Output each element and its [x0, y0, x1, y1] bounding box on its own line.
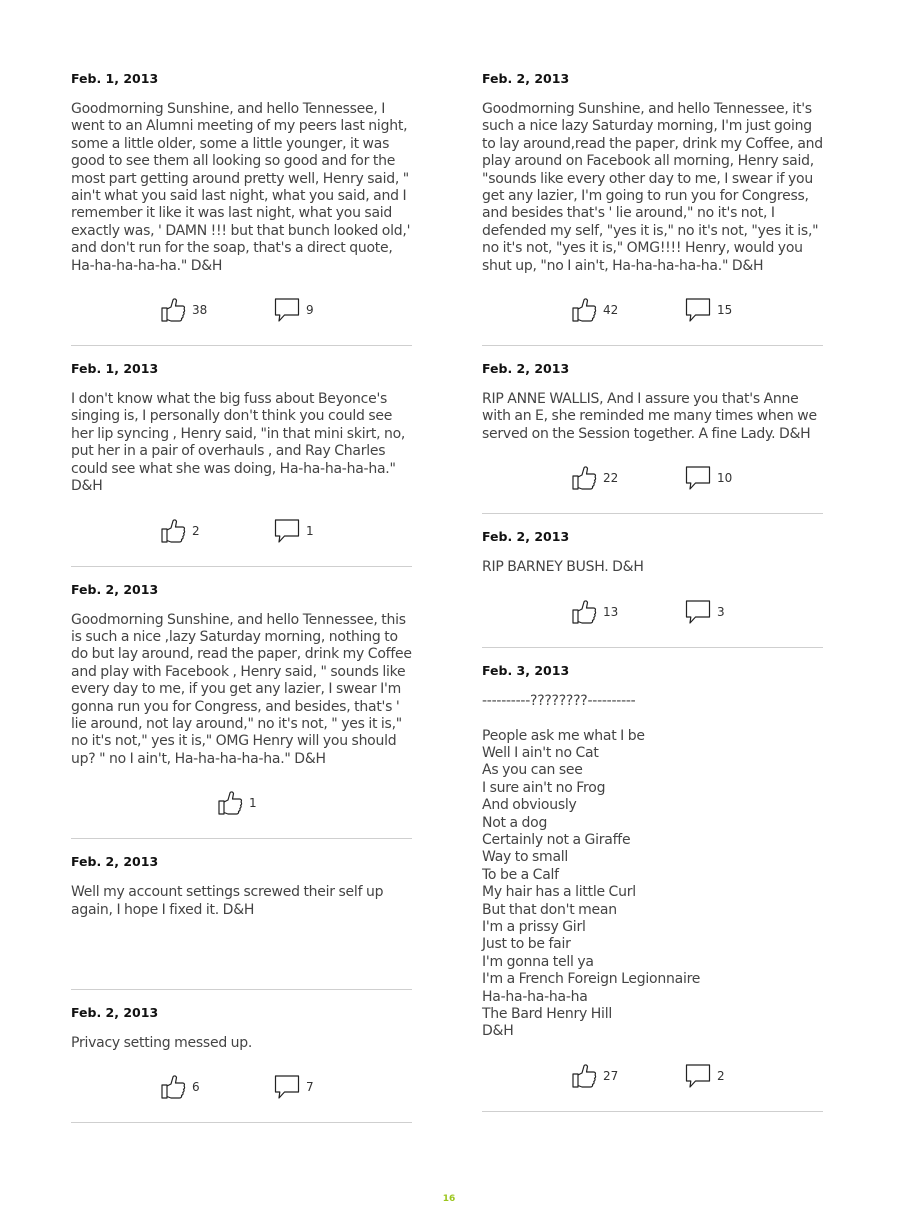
post-stats-empty: [71, 919, 412, 989]
comment-count: 2: [717, 1068, 725, 1083]
comment-stat[interactable]: [274, 496, 314, 566]
comment-bubble-icon[interactable]: [685, 599, 711, 625]
post-stats: [482, 577, 823, 647]
post-card: [71, 70, 412, 346]
thumbs-up-icon[interactable]: [571, 297, 597, 323]
thumbs-up-icon[interactable]: [571, 1063, 597, 1089]
thumbs-up-icon[interactable]: [160, 518, 186, 544]
post-text: RIP ANNE WALLIS, And I assure you that's Anne with an E, she reminded me many times when we served on the Session together. A fine Lady. D&H: [482, 391, 817, 442]
post-stats: [482, 443, 823, 513]
post-card: [71, 581, 412, 840]
post-stats: [71, 768, 412, 838]
comment-count: 1: [306, 523, 314, 538]
like-stat[interactable]: [217, 768, 257, 838]
post-card: [482, 360, 823, 514]
post-stats: [482, 275, 823, 345]
like-stat[interactable]: [160, 275, 207, 345]
post-stats: [71, 1052, 412, 1122]
like-count: 6: [192, 1080, 200, 1095]
like-count: 2: [192, 523, 200, 538]
page-number: 16: [442, 1194, 456, 1204]
post-card: [71, 1004, 412, 1123]
comment-bubble-icon[interactable]: [685, 465, 711, 491]
comment-bubble-icon[interactable]: [685, 297, 711, 323]
post-card: [71, 853, 412, 990]
post-date: Feb. 1, 2013: [71, 361, 159, 377]
like-count: 42: [603, 303, 619, 318]
post-card: [482, 70, 823, 346]
comment-bubble-icon[interactable]: [274, 297, 300, 323]
like-stat[interactable]: [571, 275, 618, 345]
post-text: Privacy setting messed up.: [71, 1034, 253, 1051]
post-card: [71, 360, 412, 566]
like-count: 38: [192, 303, 208, 318]
right-column: [482, 70, 823, 1126]
thumbs-up-icon[interactable]: [160, 1074, 186, 1100]
post-date: Feb. 2, 2013: [482, 71, 570, 86]
comment-stat[interactable]: [685, 1041, 725, 1111]
thumbs-up-icon[interactable]: [217, 790, 243, 816]
like-count: 27: [603, 1068, 619, 1083]
like-count: 22: [603, 471, 619, 486]
comment-bubble-icon[interactable]: [685, 1063, 711, 1089]
comment-stat[interactable]: [274, 275, 314, 345]
comment-count: 3: [717, 604, 725, 619]
comment-count: 10: [717, 471, 733, 486]
like-stat[interactable]: [160, 1052, 200, 1122]
comment-stat[interactable]: [685, 577, 725, 647]
left-column: [71, 70, 412, 1137]
comment-stat[interactable]: [685, 275, 732, 345]
like-stat[interactable]: [571, 577, 618, 647]
post-text: Goodmorning Sunshine, and hello Tennessee, I went to an Alumni meeting of my peers last night, some a little older, some a little younger, it was good to see them all looking so good and for the most part getting around pretty well, Henry said, " ain't what you said last night, what you said, and I remember it like it was last night, what you said exactly was, ' DAMN !!! but that bunch looked old,' and don't run for the soap, that's a direct quote, Ha-ha-ha-ha-ha." D&H: [71, 101, 411, 274]
post-text: Goodmorning Sunshine, and hello Tennessee, this is such a nice ,lazy Saturday morning, nothing to do but lay around, read the paper, drink my Coffee and play with Facebook , Henry said, " sounds like every day to me, if you get any lazier, I swear I'm gonna run you for Congress, and besides, that's ' lie around, not lay around," no it's not, " yes it is," no it's not," yes it is," OMG Henry will you should up? " no I ain't, Ha-ha-ha-ha-ha." D&H: [71, 611, 412, 767]
comment-stat[interactable]: [685, 443, 732, 513]
post-stats: [482, 1041, 823, 1111]
like-count: 13: [603, 604, 619, 619]
post-date: Feb. 2, 2013: [71, 854, 159, 870]
like-stat[interactable]: [160, 496, 200, 566]
post-date: Feb. 2, 2013: [482, 529, 570, 545]
post-stats: [71, 275, 412, 345]
thumbs-up-icon[interactable]: [571, 465, 597, 491]
thumbs-up-icon[interactable]: [160, 297, 186, 323]
post-text: ----------????????---------- People ask me what I be Well I ain't no Cat As you can see I sure ain't no Frog And obviously Not a dog Certainly not a Giraffe Way to small To be a Calf My hair has a little Curl But that don't mean I'm a prissy Girl Just to be fair I'm gonna tell ya I'm a French Foreign Legionnaire Ha-ha-ha-ha-ha The Bard Henry Hill D&H: [482, 692, 701, 1040]
post-date: Feb. 2, 2013: [482, 361, 570, 377]
post-date: Feb. 2, 2013: [71, 581, 159, 597]
comment-bubble-icon[interactable]: [274, 518, 300, 544]
post-card: [482, 662, 823, 1112]
post-stats: [71, 496, 412, 566]
post-text: Well my account settings screwed their self up again, I hope I fixed it. D&H: [71, 884, 384, 918]
comment-count: 9: [306, 303, 314, 318]
like-stat[interactable]: [571, 1041, 618, 1111]
comment-count: 7: [306, 1080, 314, 1095]
comment-stat[interactable]: [274, 1052, 314, 1122]
post-date: Feb. 2, 2013: [71, 1004, 159, 1020]
comment-count: 15: [717, 303, 733, 318]
post-text: Goodmorning Sunshine, and hello Tennessee, it's such a nice lazy Saturday morning, I'm just going to lay around,read the paper, drink my Coffee, and play around on Facebook all morning, Henry said, "sounds like every other day to me, I swear if you get any lazier, I'm going to run you for Congress, and besides that's ' lie around," no it's not, I defended my self, "yes it is," no it's not, "yes it is," no it's not, "yes it is," OMG!!!! Henry, would you shut up, "no I ain't, Ha-ha-ha-ha-ha." D&H: [482, 101, 823, 274]
post-date: Feb. 3, 2013: [482, 662, 570, 678]
like-count: 1: [249, 796, 257, 811]
comment-bubble-icon[interactable]: [274, 1074, 300, 1100]
post-text: I don't know what the big fuss about Beyonce's singing is, I personally don't think you could see her lip syncing , Henry said, "in that mini skirt, no, put her in a pair of overhauls , and Ray Charles could see what she was doing, Ha-ha-ha-ha-ha." D&H: [71, 391, 406, 495]
thumbs-up-icon[interactable]: [571, 599, 597, 625]
post-text: RIP BARNEY BUSH. D&H: [482, 559, 644, 576]
post-card: [482, 528, 823, 647]
like-stat[interactable]: [571, 443, 618, 513]
post-date: Feb. 1, 2013: [71, 71, 159, 86]
